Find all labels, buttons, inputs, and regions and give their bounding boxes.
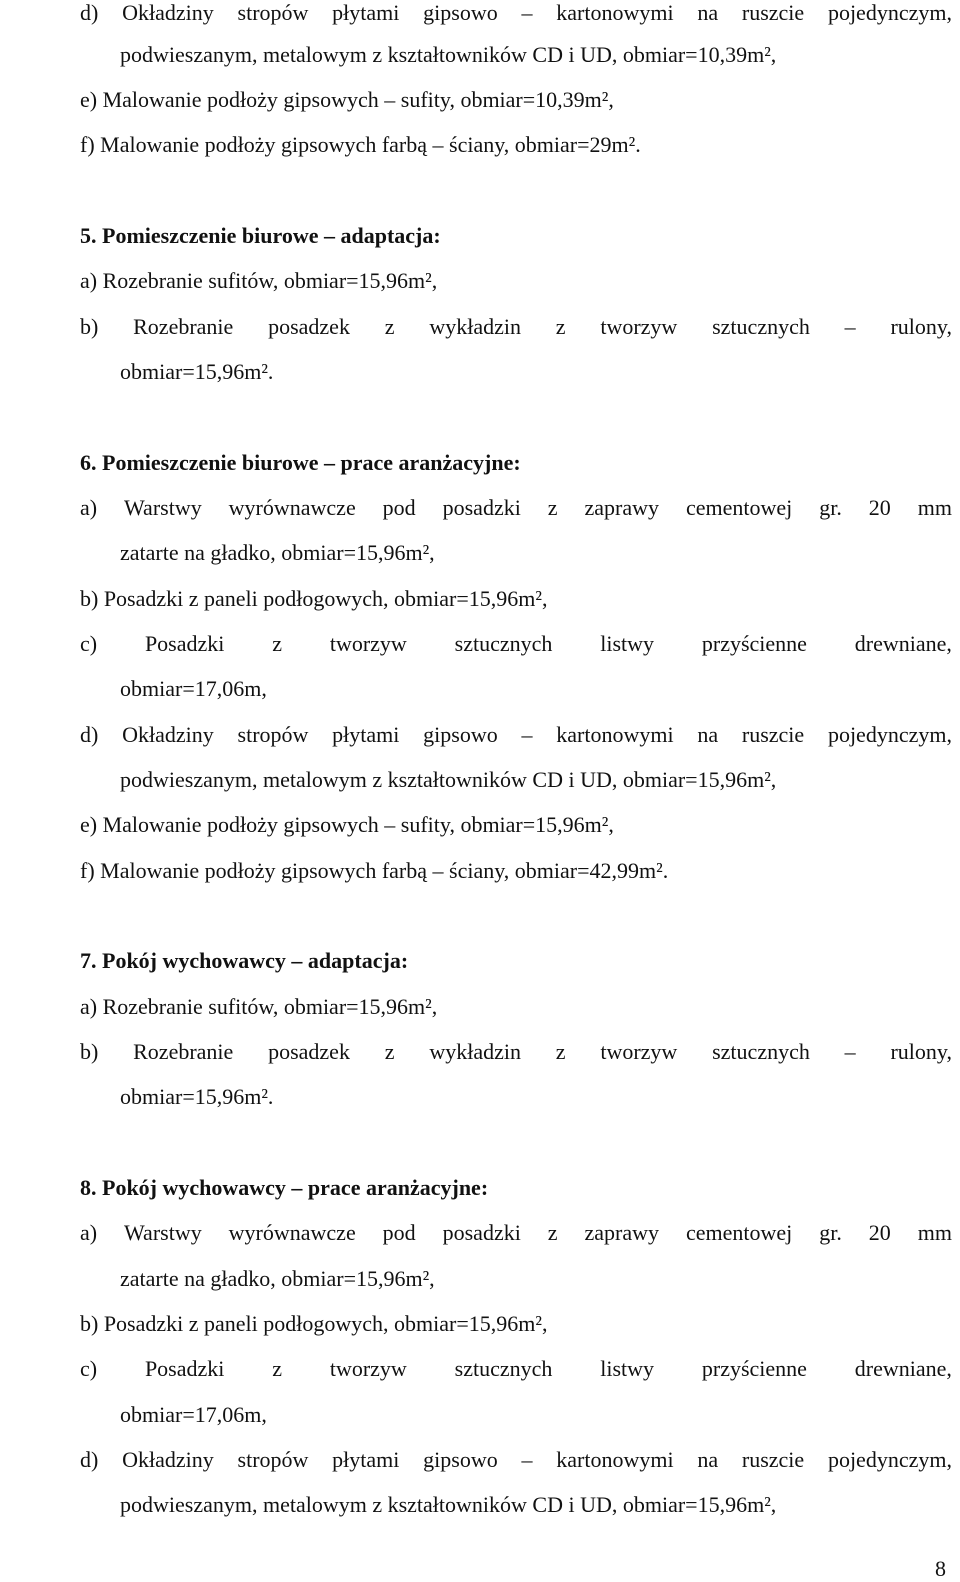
word: tworzyw <box>600 1039 678 1064</box>
word: d) <box>80 1447 99 1472</box>
word: stropów <box>237 722 309 747</box>
section-heading-8: 8. Pokój wychowawcy – prace aranżacyjne: <box>80 1175 489 1200</box>
item-6a-line2: zatarte na gładko, obmiar=15,96m², <box>120 540 435 565</box>
item-6b: b) Posadzki z paneli podłogowych, obmiar=15,96m², <box>80 586 548 611</box>
word: listwy <box>600 631 655 656</box>
word: posadzki <box>442 495 521 520</box>
word: na <box>697 1447 719 1472</box>
word: a) <box>80 495 98 520</box>
page-number: 8 <box>935 1556 946 1581</box>
word: rulony, <box>890 314 952 339</box>
word: z <box>547 495 558 520</box>
word: z <box>547 1220 558 1245</box>
word: d) <box>80 0 99 25</box>
word: tworzyw <box>329 1356 407 1381</box>
word: Okładziny <box>122 1447 214 1472</box>
word: zaprawy <box>584 1220 660 1245</box>
word: wykładzin <box>429 314 521 339</box>
word: pojedynczym, <box>827 1447 952 1472</box>
word: kartonowymi <box>556 0 674 25</box>
item-7b-line2: obmiar=15,96m². <box>120 1084 274 1109</box>
item-5b-line1 <box>80 314 952 340</box>
word: przyścienne <box>701 631 807 656</box>
word: przyścienne <box>701 1356 807 1381</box>
word: pojedynczym, <box>827 722 952 747</box>
item-6d-line1 <box>80 722 952 748</box>
item-8b: b) Posadzki z paneli podłogowych, obmiar=15,96m², <box>80 1311 548 1336</box>
word: mm <box>917 495 952 520</box>
item-6c-line2: obmiar=17,06m, <box>120 676 267 701</box>
item-5a: a) Rozebranie sufitów, obmiar=15,96m², <box>80 268 438 293</box>
word: – <box>521 722 533 747</box>
word: ruszcie <box>741 0 805 25</box>
word: – <box>521 1447 533 1472</box>
word: pod <box>382 1220 416 1245</box>
word: c) <box>80 1356 98 1381</box>
word: płytami <box>332 1447 400 1472</box>
word: mm <box>917 1220 952 1245</box>
word: Warstwy <box>124 495 202 520</box>
item-4e: e) Malowanie podłoży gipsowych – sufity, obmiar=10,39m², <box>80 87 614 112</box>
word: gipsowo <box>423 0 498 25</box>
word: tworzyw <box>600 314 678 339</box>
word: b) <box>80 314 99 339</box>
word: gr. <box>819 495 842 520</box>
word: gipsowo <box>423 1447 498 1472</box>
word: wyrównawcze <box>228 495 356 520</box>
section-heading-7: 7. Pokój wychowawcy – adaptacja: <box>80 948 409 973</box>
word: pojedynczym, <box>827 0 952 25</box>
section-heading-5: 5. Pomieszczenie biurowe – adaptacja: <box>80 223 441 248</box>
item-6c-line1 <box>80 631 952 657</box>
item-4d-line1 <box>80 0 952 26</box>
word: posadzek <box>268 314 350 339</box>
word: sztucznych <box>712 314 810 339</box>
word: cementowej <box>685 1220 793 1245</box>
item-6a-line1 <box>80 495 952 521</box>
section-heading-6: 6. Pomieszczenie biurowe – prace aranżacyjne: <box>80 450 521 475</box>
word: płytami <box>332 722 400 747</box>
word: Rozebranie <box>133 1039 234 1064</box>
word: – <box>844 1039 856 1064</box>
word: kartonowymi <box>556 722 674 747</box>
word: listwy <box>600 1356 655 1381</box>
word: sztucznych <box>712 1039 810 1064</box>
item-8c-line2: obmiar=17,06m, <box>120 1402 267 1427</box>
item-8d-line2: podwieszanym, metalowym z kształtowników CD i UD, obmiar=15,96m², <box>120 1492 777 1517</box>
item-8c-line1 <box>80 1356 952 1382</box>
word: wyrównawcze <box>228 1220 356 1245</box>
word: Rozebranie <box>133 314 234 339</box>
word: – <box>844 314 856 339</box>
word: ruszcie <box>741 722 805 747</box>
word: pod <box>382 495 416 520</box>
item-8a-line2: zatarte na gładko, obmiar=15,96m², <box>120 1266 435 1291</box>
word: z <box>384 314 395 339</box>
word: sztucznych <box>454 1356 553 1381</box>
word: ruszcie <box>741 1447 805 1472</box>
word: Posadzki <box>144 631 225 656</box>
word: z <box>384 1039 395 1064</box>
word: z <box>272 1356 282 1381</box>
word: z <box>272 631 282 656</box>
word: stropów <box>237 0 309 25</box>
word: Okładziny <box>122 722 214 747</box>
item-6e: e) Malowanie podłoży gipsowych – sufity, obmiar=15,96m², <box>80 812 614 837</box>
word: – <box>521 0 533 25</box>
word: rulony, <box>890 1039 952 1064</box>
word: Posadzki <box>144 1356 225 1381</box>
word: drewniane, <box>854 1356 952 1381</box>
item-4d-line2: podwieszanym, metalowym z kształtowników CD i UD, obmiar=10,39m², <box>120 42 777 67</box>
word: płytami <box>332 0 400 25</box>
word: z <box>555 314 566 339</box>
word: b) <box>80 1039 99 1064</box>
word: z <box>555 1039 566 1064</box>
word: zaprawy <box>584 495 660 520</box>
item-5b-line2: obmiar=15,96m². <box>120 359 274 384</box>
word: kartonowymi <box>556 1447 674 1472</box>
word: Warstwy <box>124 1220 202 1245</box>
word: c) <box>80 631 98 656</box>
item-6d-line2: podwieszanym, metalowym z kształtowników CD i UD, obmiar=15,96m², <box>120 767 777 792</box>
word: stropów <box>237 1447 309 1472</box>
word: sztucznych <box>454 631 553 656</box>
word: drewniane, <box>854 631 952 656</box>
item-7b-line1 <box>80 1039 952 1065</box>
item-7a: a) Rozebranie sufitów, obmiar=15,96m², <box>80 994 438 1019</box>
word: na <box>697 722 719 747</box>
word: d) <box>80 722 99 747</box>
word: a) <box>80 1220 98 1245</box>
word: Okładziny <box>122 0 214 25</box>
item-6f: f) Malowanie podłoży gipsowych farbą – ściany, obmiar=42,99m². <box>80 858 669 883</box>
item-4f: f) Malowanie podłoży gipsowych farbą – ściany, obmiar=29m². <box>80 132 641 157</box>
word: na <box>697 0 719 25</box>
word: 20 <box>868 1220 891 1245</box>
item-8a-line1 <box>80 1220 952 1246</box>
word: posadzek <box>268 1039 350 1064</box>
word: gr. <box>819 1220 842 1245</box>
word: posadzki <box>442 1220 521 1245</box>
word: 20 <box>868 495 891 520</box>
word: gipsowo <box>423 722 498 747</box>
item-8d-line1 <box>80 1447 952 1473</box>
word: wykładzin <box>429 1039 521 1064</box>
word: tworzyw <box>329 631 407 656</box>
word: cementowej <box>685 495 793 520</box>
